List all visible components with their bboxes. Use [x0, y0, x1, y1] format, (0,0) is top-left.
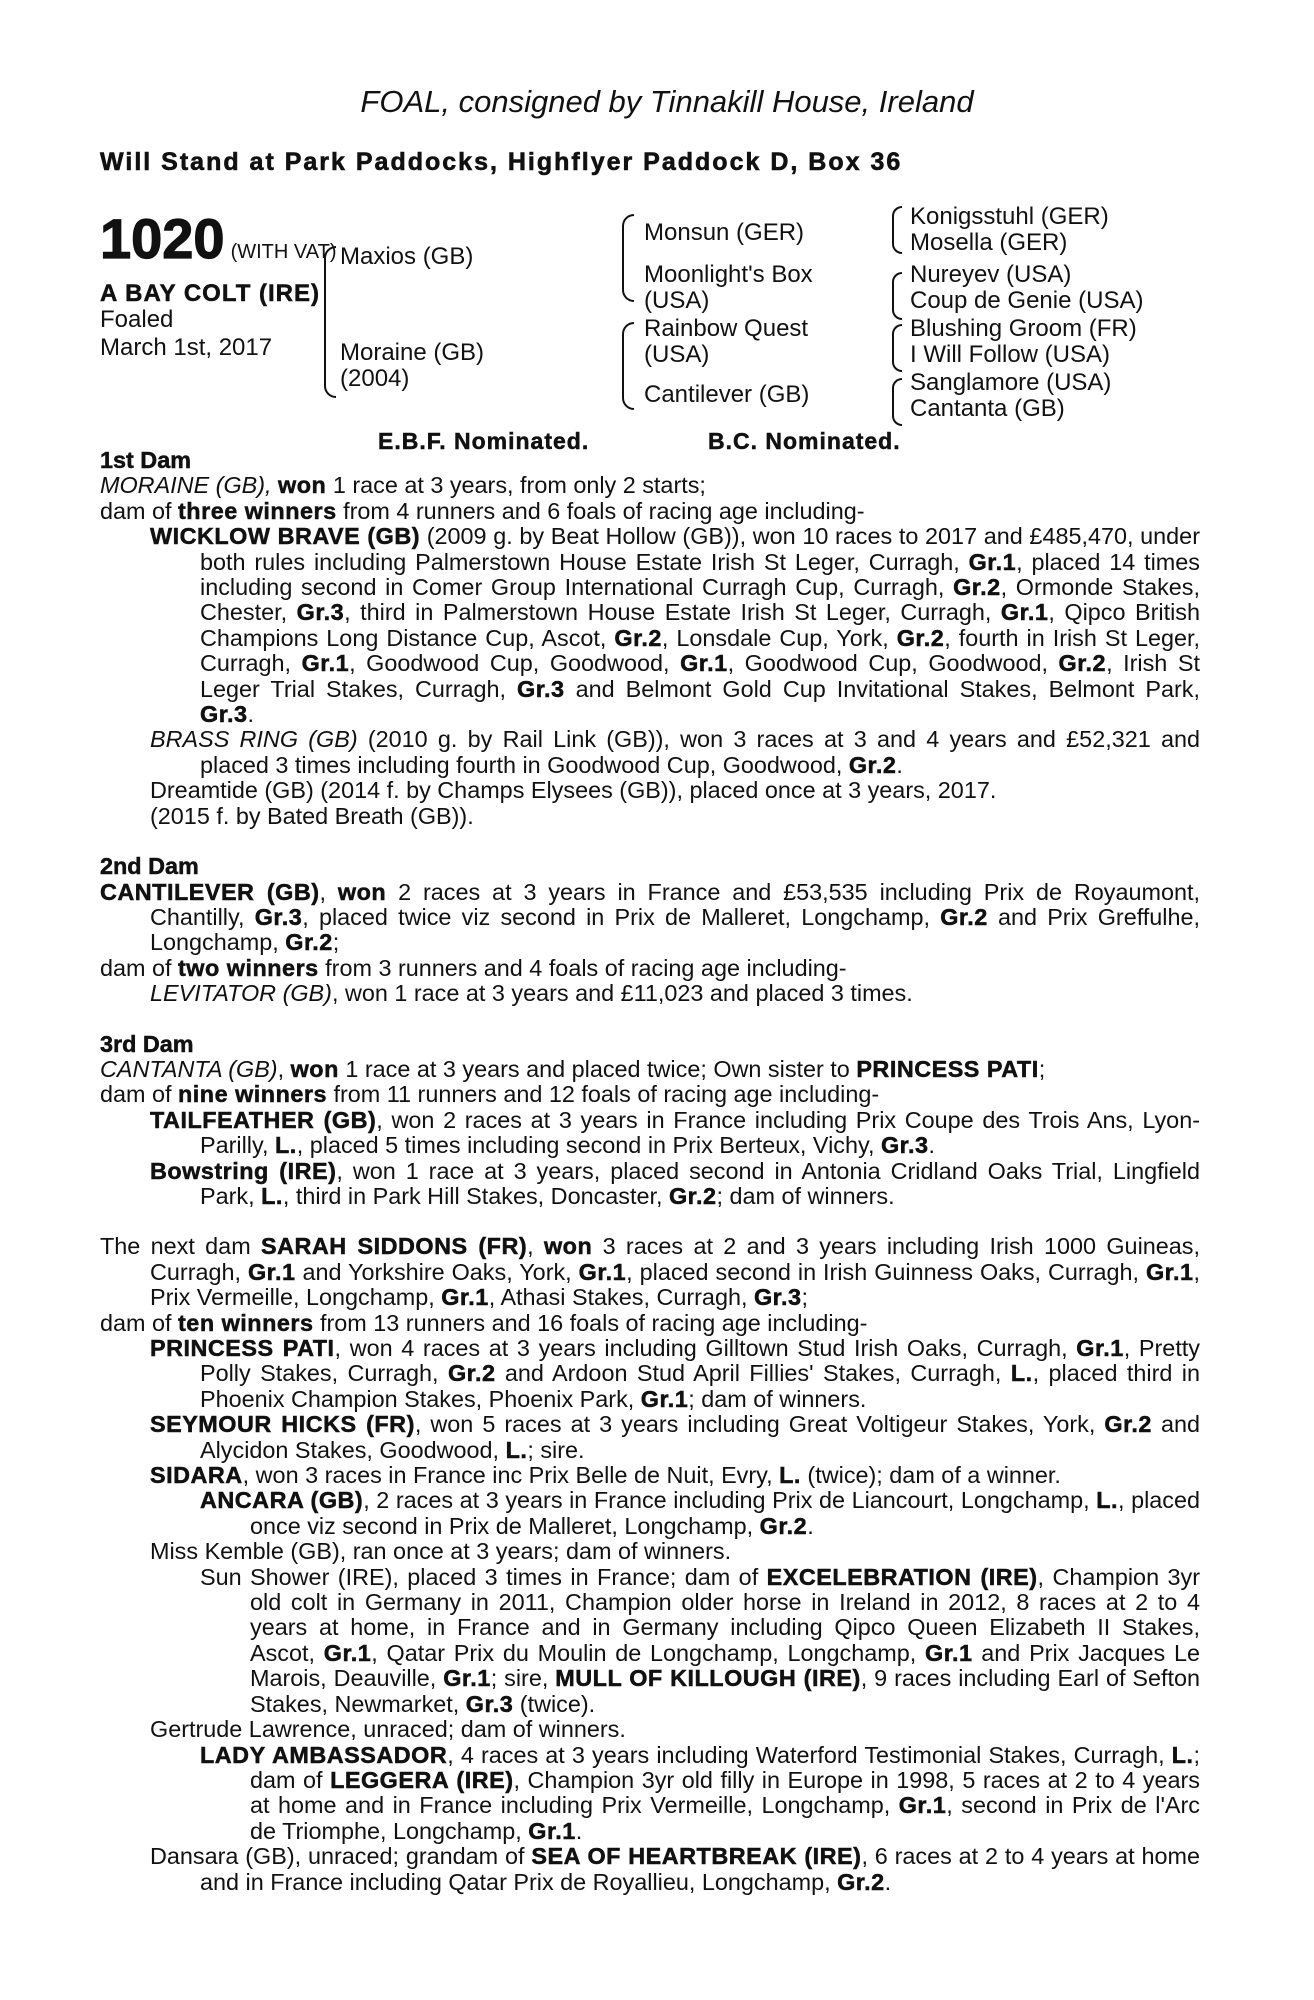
sire-line-bracket	[622, 214, 634, 302]
dam-year: (2004)	[340, 365, 410, 392]
sire-dam-country: (USA)	[644, 287, 710, 314]
produce-ancara: ANCARA (GB), 2 races at 3 years in France including Prix de Liancourt, Longchamp, L., placed once viz second in Prix de Malleret, Longchamp, Gr.2.	[200, 1487, 1200, 1539]
lot-number: 1020	[100, 207, 225, 270]
fourth-dam-produce: dam of ten winners from 13 runners and 16 foals of racing age including-	[100, 1309, 868, 1336]
produce-lady-ambassador: LADY AMBASSADOR, 4 races at 3 years including Waterford Testimonial Stakes, Curragh, L.; dam of LEGGERA (IRE), Champion 3yr old filly in Europe in 1998, 5 races at 2 to 4 years at home and in France including Prix Vermeille, Longchamp, Gr.1, second in Prix de l'Arc de Triomphe, Longchamp, Gr.1.	[200, 1741, 1200, 1844]
produce-bowstring: Bowstring (IRE), won 1 race at 3 years, placed second in Antonia Cridland Oaks Trial, Lingfield Park, L., third in Park Hill Stakes, Doncaster, Gr.2; dam of winners.	[150, 1157, 1200, 1209]
produce-wicklow-brave: WICKLOW BRAVE (GB) (2009 g. by Beat Hollow (GB)), won 10 races to 2017 and £485,470, under both rules including Palmerstown House Estate Irish St Leger, Curragh, Gr.1, placed 14 times including second in Comer Group International Curragh Cup, Curragh, Gr.2, Ormonde Stakes, Chester, Gr.3, third in Palmerstown House Estate Irish St Leger, Curragh, Gr.1, Qipco British Champions Long Distance Cup, Ascot, Gr.2, Lonsdale Cup, York, Gr.2, fourth in Irish St Leger, Curragh, Gr.1, Goodwood Cup, Goodwood, Gr.1, Goodwood Cup, Goodwood, Gr.2, Irish St Leger Trial Stakes, Curragh, Gr.3 and Belmont Gold Cup Invitational Stakes, Belmont Park, Gr.3.	[150, 523, 1200, 728]
dam-sire: Rainbow Quest	[644, 315, 809, 342]
produce-sun-shower: Sun Shower (IRE), placed 3 times in France; dam of EXCELEBRATION (IRE), Champion 3yr old colt in Germany in 2011, Champion older horse in Ireland in 2012, 8 races at 2 to 4 years at home, in France and in Germany including Qipco Queen Elizabeth II Stakes, Ascot, Gr.1, Qatar Prix du Moulin de Longchamp, Longchamp, Gr.1 and Prix Jacques Le Marois, Deauville, Gr.1; sire, MULL OF KILLOUGH (IRE), 9 races including Earl of Sefton Stakes, Newmarket, Gr.3 (twice).	[200, 1563, 1201, 1717]
produce-tailfeather: TAILFEATHER (GB), won 2 races at 3 years in France including Prix Coupe des Trois Ans, Lyon-Parilly, L., placed 5 times including second in Prix Berteux, Vichy, Gr.3.	[150, 1106, 1200, 1159]
dd-sire: Sanglamore (USA)	[910, 369, 1112, 396]
produce-sidara: SIDARA, won 3 races in France inc Prix Belle de Nuit, Evry, L. (twice); dam of a winner.	[150, 1462, 1061, 1489]
produce-princess-pati: PRINCESS PATI, won 4 races at 3 years including Gilltown Stud Irish Oaks, Curragh, Gr.1, Pretty Polly Stakes, Curragh, Gr.2 and Ardoon Stud April Fillies' Stakes, Curragh, L., placed third in Phoenix Champion Stakes, Phoenix Park, Gr.1; dam of winners.	[150, 1335, 1201, 1412]
gen3-bracket-3	[892, 324, 902, 372]
ss-dam: Mosella (GER)	[910, 229, 1068, 256]
produce-gertrude-lawrence: Gertrude Lawrence, unraced; dam of winners.	[150, 1716, 626, 1743]
produce-levitator: LEVITATOR (GB), won 1 race at 3 years and £11,023 and placed 3 times.	[150, 980, 913, 1007]
produce-2015-filly: (2015 f. by Bated Breath (GB)).	[150, 802, 474, 829]
first-dam-heading: 1st Dam	[100, 447, 192, 473]
ebf-nomination: E.B.F. Nominated.	[378, 428, 590, 454]
sire-dam-bracket	[324, 246, 336, 398]
third-dam-record: CANTANTA (GB), won 1 race at 3 years and placed twice; Own sister to PRINCESS PATI;	[100, 1055, 1046, 1082]
gen3-bracket-4	[892, 378, 902, 426]
dam-name: Moraine (GB)	[340, 339, 485, 366]
ds-sire: Blushing Groom (FR)	[910, 315, 1137, 342]
sire-name: Maxios (GB)	[340, 243, 474, 270]
second-dam-record: CANTILEVER (GB), won 2 races at 3 years in France and £53,535 including Prix de Royaumont, Chantilly, Gr.3, placed twice viz second in Prix de Malleret, Longchamp, Gr.2 and Prix Greffulhe, Longchamp, Gr.2;	[100, 878, 1201, 956]
foaled-label: Foaled	[100, 306, 174, 333]
first-dam-name: MORAINE (GB),	[100, 472, 272, 499]
first-dam-produce-line	[100, 499, 1200, 524]
vat-note: (WITH VAT)	[230, 241, 337, 263]
second-dam-produce: dam of two winners from 3 runners and 4 foals of racing age including-	[100, 954, 847, 981]
lot-description: A BAY COLT (IRE)	[100, 280, 321, 307]
sire-sire: Monsun (GER)	[644, 219, 805, 246]
dam-sire-country: (USA)	[644, 341, 710, 368]
catalogue-body	[100, 448, 1200, 1895]
third-dam-produce: dam of nine winners from 11 runners and 12 foals of racing age including-	[100, 1081, 880, 1108]
sd-sire: Nureyev (USA)	[910, 261, 1072, 288]
third-dam-heading: 3rd Dam	[100, 1030, 194, 1057]
produce-dreamtide: Dreamtide (GB) (2014 f. by Champs Elysees (GB)), placed once at 3 years, 2017.	[150, 777, 997, 804]
produce-dansara: Dansara (GB), unraced; grandam of SEA OF HEARTBREAK (IRE), 6 races at 2 to 4 years at home and in France including Qatar Prix de Royallieu, Longchamp, Gr.2.	[150, 1843, 1200, 1895]
dam-line-bracket	[622, 322, 634, 410]
stand-location: Will Stand at Park Paddocks, Highflyer Paddock D, Box 36	[100, 148, 903, 176]
dam-of-label: dam of	[100, 497, 179, 524]
produce-brass-ring: BRASS RING (GB) (2010 g. by Rail Link (GB)), won 3 races at 3 and 4 years and £52,321 and placed 3 times including fourth in Goodwood Cup, Goodwood, Gr.2.	[150, 726, 1200, 778]
gen3-bracket-2	[892, 272, 902, 320]
first-dam-produce: from 4 runners and 6 foals of racing age including-	[336, 497, 865, 524]
consignor-line: FOAL, consigned by Tinnakill House, Ireland	[360, 84, 974, 119]
bc-nomination: B.C. Nominated.	[708, 428, 901, 454]
foaled-info	[100, 306, 272, 362]
first-dam-line	[100, 473, 1200, 498]
second-dam-heading: 2nd Dam	[100, 853, 199, 880]
foaled-date: March 1st, 2017	[100, 334, 273, 361]
sire-dam: Moonlight's Box	[644, 261, 813, 288]
fourth-dam-record: The next dam SARAH SIDDONS (FR), won 3 races at 2 and 3 years including Irish 1000 Guineas, Curragh, Gr.1 and Yorkshire Oaks, York, Gr.1, placed second in Irish Guinness Oaks, Curragh, Gr.1, Prix Vermeille, Longchamp, Gr.1, Athasi Stakes, Curragh, Gr.3;	[100, 1233, 1200, 1311]
dd-dam: Cantanta (GB)	[910, 395, 1065, 422]
first-dam-won: won	[278, 472, 327, 499]
ds-dam: I Will Follow (USA)	[910, 341, 1111, 368]
first-dam-winners: three winners	[178, 497, 337, 524]
first-dam-record: 1 race at 3 years, from only 2 starts;	[326, 472, 706, 499]
produce-seymour-hicks: SEYMOUR HICKS (FR), won 5 races at 3 years including Great Voltigeur Stakes, York, Gr.2 and Alycidon Stakes, Goodwood, L.; sire.	[150, 1411, 1200, 1463]
gen3-bracket-1	[892, 206, 902, 254]
dam-dam: Cantilever (GB)	[644, 381, 810, 408]
ss-sire: Konigsstuhl (GER)	[910, 203, 1109, 230]
sd-dam: Coup de Genie (USA)	[910, 287, 1144, 314]
produce-miss-kemble: Miss Kemble (GB), ran once at 3 years; dam of winners.	[150, 1538, 732, 1565]
lot-number-block	[100, 206, 336, 271]
